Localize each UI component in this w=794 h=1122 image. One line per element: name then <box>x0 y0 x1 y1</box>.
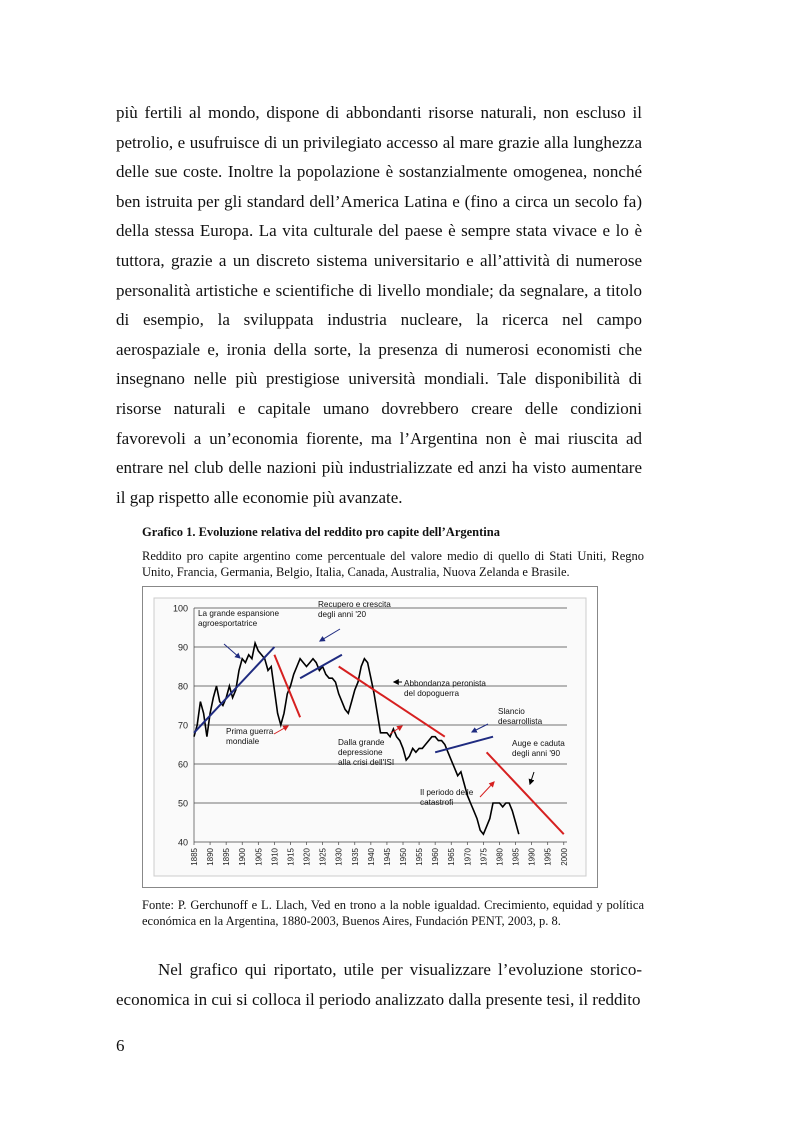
y-tick-label: 90 <box>177 642 188 653</box>
annotation-line: catastrofi <box>420 798 454 807</box>
annotation-line: Il periodo delle <box>420 788 474 797</box>
x-tick-label: 1940 <box>366 848 376 866</box>
annotation-line: degli anni '90 <box>512 749 560 758</box>
figure-source: Fonte: P. Gerchunoff e L. Llach, Ved en trono a la noble igualdad. Crecimiento, equidad y política económica en la Argentina, 1880-2003, Buenos Aires, Fundación PENT, 2003, p. 8. <box>142 898 644 928</box>
x-tick-label: 1980 <box>495 848 505 866</box>
chart-svg <box>142 586 598 888</box>
body-paragraph-1: più fertili al mondo, dispone di abbondanti risorse naturali, non escluso il petrolio, e usufruisce di un privilegiato accesso al mare grazie alla lunghezza delle sue coste. Inoltre la popolazione è sostanzialmente omogenea, nonché ben istruita per gli standard dell’America Latina e (fino a circa un secolo fa) della stessa Europa. La vita culturale del paese è sempre stata vivace e lo è tuttora, grazie a un discreto sistema universitario e all’attività di numerose personalità artistiche e scientifiche di livello mondiale; da segnalare, a titolo di esempio, la sviluppata industria nucleare, la ricerca nel campo aerospaziale e, ironia della sorte, la presenza di numerosi economisti che insegnano nelle più prestigiose università mondiali. Tale disponibilità di risorse naturali e capitale umano dovrebbero creare delle condizioni favorevoli a un’economia fiorente, ma l’Argentina non è mai riuscita ad entrare nel club delle nazioni più industrializzate ed anzi ha visto aumentare il gap rispetto alle economie più avanzate. <box>116 103 642 507</box>
x-tick-label: 1920 <box>302 848 312 866</box>
annotation-line: La grande espansione <box>198 609 280 618</box>
x-tick-label: 1915 <box>286 848 296 866</box>
page-number: 6 <box>116 1036 125 1055</box>
x-tick-label: 1935 <box>350 848 360 866</box>
x-tick-label: 1885 <box>190 848 199 866</box>
x-tick-label: 1895 <box>222 848 232 866</box>
chart-inner-border <box>154 598 586 876</box>
annotation-line: desarrollista <box>498 717 543 726</box>
x-tick-label: 1950 <box>399 848 409 866</box>
annotation-line: Prima guerra <box>226 727 274 736</box>
x-tick-label: 1900 <box>238 848 248 866</box>
x-tick-label: 1945 <box>382 848 392 866</box>
annotation-line: degli anni '20 <box>318 610 366 619</box>
annotation-line: Recupero e crescita <box>318 600 391 609</box>
y-tick-label: 50 <box>177 798 188 809</box>
annotation-line: del dopoguerra <box>404 689 460 698</box>
x-tick-label: 1925 <box>318 848 328 866</box>
figure-caption-subtitle: Reddito pro capite argentino come percentuale del valore medio di quello di Stati Uniti, Regno Unito, Francia, Germania, Belgio, Italia, Canada, Australia, Nuova Zelanda e Brasile. <box>142 549 644 579</box>
x-tick-label: 1910 <box>270 848 280 866</box>
x-tick-label: 1995 <box>543 848 553 866</box>
x-tick-label: 1965 <box>447 848 457 866</box>
x-tick-label: 1985 <box>511 848 521 866</box>
figure-caption-title: Grafico 1. Evoluzione relativa del reddito pro capite dell’Argentina <box>142 525 500 539</box>
y-tick-label: 60 <box>177 759 188 770</box>
annotation-line: Dalla grande <box>338 738 385 747</box>
y-tick-label: 70 <box>177 720 188 731</box>
annotation-line: Abbondanza peronista <box>404 679 486 688</box>
x-tick-label: 1905 <box>254 848 264 866</box>
y-tick-label: 40 <box>177 837 188 848</box>
x-tick-label: 1930 <box>334 848 344 866</box>
annotation-line: alla crisi dell'ISI <box>338 758 395 767</box>
annotation-line: Auge e caduta <box>512 739 565 748</box>
x-tick-label: 1975 <box>479 848 489 866</box>
y-tick-label: 100 <box>172 603 188 614</box>
body-paragraph-2: Nel grafico qui riportato, utile per visualizzare l’evoluzione storico-economica in cui si colloca il periodo analizzato dalla presente tesi, il reddito <box>116 960 642 1009</box>
y-tick-label: 80 <box>177 681 188 692</box>
x-tick-label: 2000 <box>559 848 569 866</box>
annotation-label <box>512 739 565 758</box>
x-tick-label: 1955 <box>415 848 425 866</box>
x-tick-label: 1990 <box>527 848 537 866</box>
annotation-line: Slancio <box>498 707 525 716</box>
annotation-line: depressione <box>338 748 383 757</box>
x-tick-label: 1890 <box>206 848 216 866</box>
x-tick-label: 1970 <box>463 848 473 866</box>
chart-figure <box>142 586 598 888</box>
annotation-line: mondiale <box>226 737 260 746</box>
annotation-line: agroesportatrice <box>198 619 258 628</box>
x-tick-label: 1960 <box>431 848 441 866</box>
